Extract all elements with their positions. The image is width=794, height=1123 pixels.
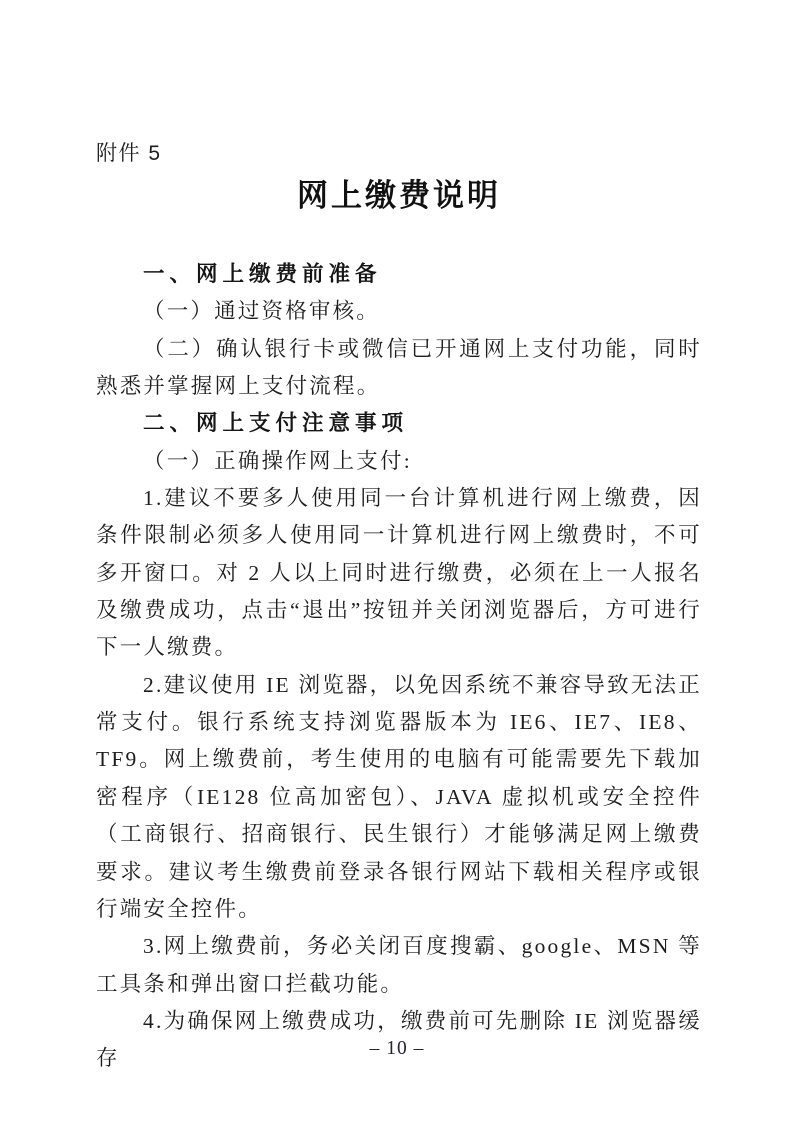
section-heading-preparation: 一、网上缴费前准备 (143, 262, 382, 286)
document-title: 网上缴费说明 (297, 178, 501, 213)
attachment-label: 附件 5 (96, 142, 162, 165)
paragraph-bank-card-confirmation: （二）确认银行卡或微信已开通网上支付功能，同时熟悉并掌握网上支付流程。 (96, 336, 702, 399)
paragraph-qualification-review: （一）通过资格审核。 (143, 299, 381, 324)
page-number: – 10 – (369, 1038, 425, 1059)
paragraph-correct-operation: （一）正确操作网上支付: (143, 448, 412, 473)
paragraph-note-1-single-computer: 1.建议不要多人使用同一台计算机进行网上缴费，因条件限制必须多人使用同一计算机进行网上缴费时，不可多开窗口。对 2 人以上同时进行缴费，必须在上一人报名及缴费成功，点击“退出”按钮并关闭浏览器后，方可进行下一人缴费。 (96, 486, 702, 660)
paragraph-note-4-clear-cache: 4.为确保网上缴费成功，缴费前可先删除 IE 浏览器缓存 (96, 1008, 702, 1071)
document-content (96, 0, 702, 1078)
paragraph-note-3-close-toolbars: 3.网上缴费前，务必关闭百度搜霸、google、MSN 等工具条和弹出窗口拦截功能。 (96, 934, 702, 996)
document-body (96, 256, 702, 1078)
paragraph-note-2-ie-browser: 2.建议使用 IE 浏览器，以免因系统不兼容导致无法正常支付。银行系统支持浏览器版本为 IE6、IE7、IE8、TF9。网上缴费前，考生使用的电脑有可能需要先下载加密程序（IE128 位高加密包）、JAVA 虚拟机或安全控件（工商银行、招商银行、民生银行）才能够满足网上缴费要求。建议考生缴费前登录各银行网站下载相关程序或银行端安全控件。 (96, 672, 702, 921)
section-heading-payment-notes: 二、网上支付注意事项 (143, 411, 409, 436)
